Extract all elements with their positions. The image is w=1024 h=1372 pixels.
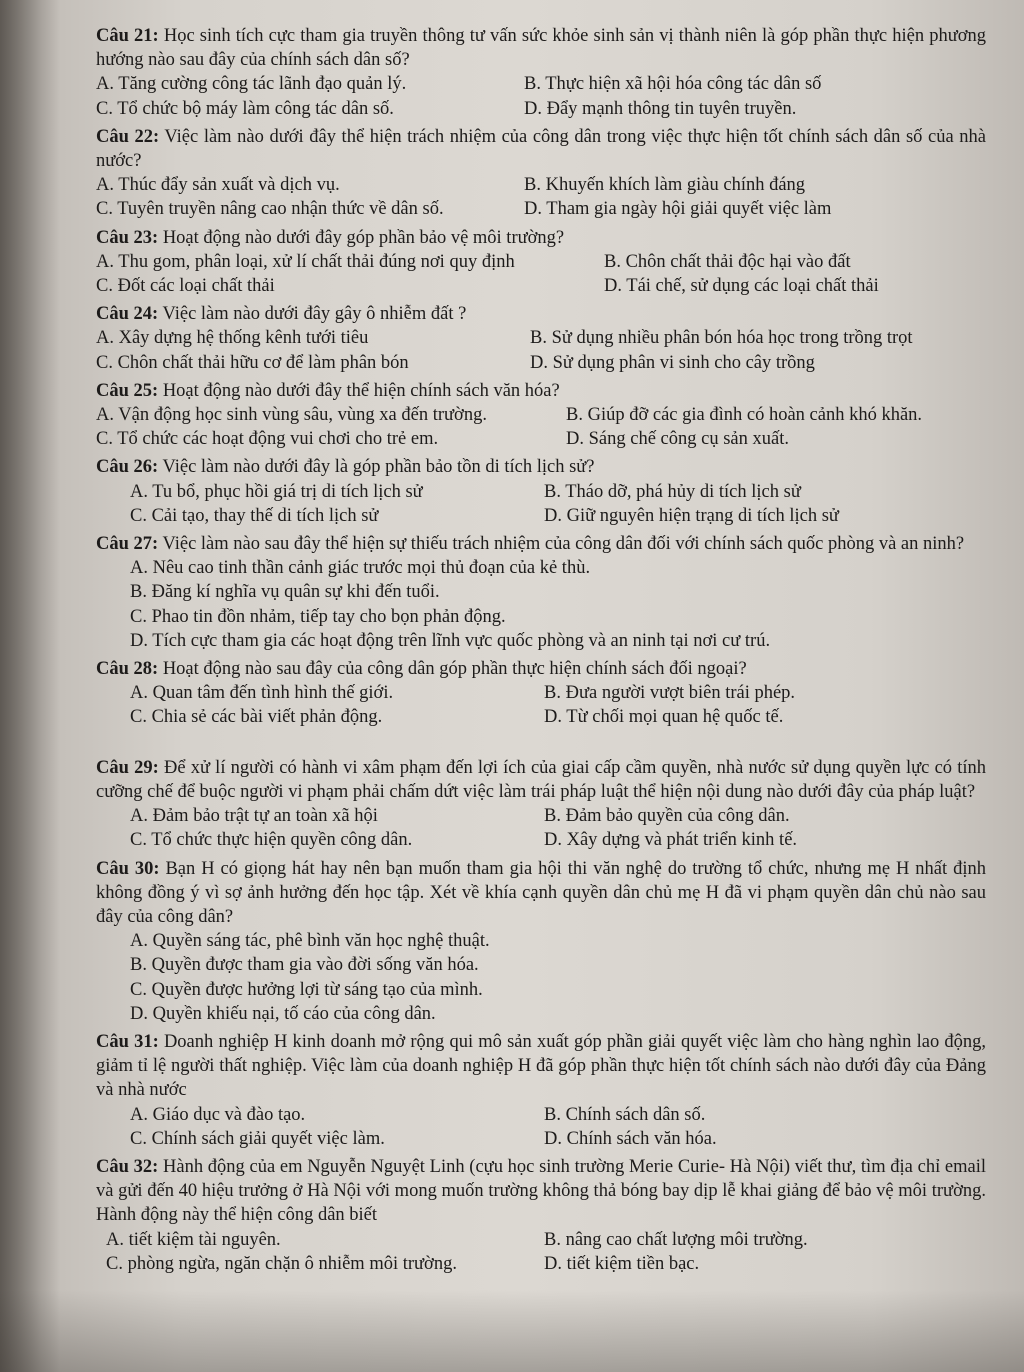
question-label: Câu 27: bbox=[96, 534, 159, 555]
option-c: C. Quyền được hưởng lợi từ sáng tạo của mình. bbox=[130, 979, 483, 1000]
option-a: A. Giáo dục và đào tạo. bbox=[130, 1104, 306, 1125]
question-label: Câu 31: bbox=[96, 1031, 159, 1052]
option-c: C. Phao tin đồn nhảm, tiếp tay cho bọn phản động. bbox=[130, 606, 506, 627]
question-31 bbox=[96, 1030, 986, 1151]
option-b: B. Chính sách dân số. bbox=[544, 1104, 706, 1125]
question-23 bbox=[96, 226, 986, 299]
option-c: C. Tuyên truyền nâng cao nhận thức về dân số. bbox=[96, 199, 444, 220]
question-22 bbox=[96, 125, 986, 222]
option-b: B. Đăng kí nghĩa vụ quân sự khi đến tuổi. bbox=[130, 582, 440, 603]
question-label: Câu 25: bbox=[96, 380, 159, 401]
question-text: Bạn H có giọng hát hay nên bạn muốn tham gia hội thi văn nghệ do trường tổ chức, nhưng mẹ H nhất định không đồng ý vì sợ ảnh hưởng đến học tập. Xét về khía cạnh quyền dân chủ mẹ H đã vi phạm quyền dân chủ nào sau đây của công dân? bbox=[96, 858, 986, 927]
option-b: B. Quyền được tham gia vào đời sống văn hóa. bbox=[130, 955, 479, 976]
option-a: A. Xây dựng hệ thống kênh tưới tiêu bbox=[96, 328, 369, 349]
question-label: Câu 22: bbox=[96, 126, 160, 147]
option-c: C. Tổ chức các hoạt động vui chơi cho trẻ em. bbox=[96, 429, 439, 450]
option-d: D. Giữ nguyên hiện trạng di tích lịch sử bbox=[544, 505, 839, 526]
option-d: D. Sáng chế công cụ sản xuất. bbox=[566, 429, 789, 450]
option-b: B. Thực hiện xã hội hóa công tác dân số bbox=[524, 74, 822, 95]
option-b: B. Giúp đỡ các gia đình có hoàn cảnh khó khăn. bbox=[566, 405, 923, 426]
question-24 bbox=[96, 302, 986, 375]
option-d: D. Chính sách văn hóa. bbox=[544, 1128, 717, 1149]
option-a: A. Quan tâm đến tình hình thế giới. bbox=[130, 683, 394, 704]
question-30 bbox=[96, 857, 986, 1026]
question-text: Việc làm nào dưới đây gây ô nhiễm đất ? bbox=[162, 304, 467, 325]
option-c: C. Chia sẻ các bài viết phản động. bbox=[130, 707, 383, 728]
option-c: C. Cải tạo, thay thế di tích lịch sử bbox=[130, 505, 379, 526]
question-27 bbox=[96, 532, 986, 653]
option-c: C. Chính sách giải quyết việc làm. bbox=[130, 1128, 385, 1149]
question-label: Câu 28: bbox=[96, 659, 159, 680]
option-d: D. Tích cực tham gia các hoạt động trên lĩnh vực quốc phòng và an ninh tại nơi cư trú. bbox=[130, 630, 771, 651]
question-32 bbox=[96, 1155, 986, 1276]
question-text: Doanh nghiệp H kinh doanh mở rộng qui mô sản xuất góp phần giải quyết việc làm cho hàng nghìn lao động, giảm tỉ lệ người thất nghiệp. Việc làm của doanh nghiệp H đã góp phần thực hiện tốt chính sách nào dưới đây của Đảng và nhà nước bbox=[96, 1031, 986, 1101]
option-b: B. Sử dụng nhiều phân bón hóa học trong trồng trọt bbox=[530, 328, 913, 349]
option-a: A. Nêu cao tinh thần cảnh giác trước mọi thủ đoạn của kẻ thù. bbox=[130, 558, 591, 579]
question-label: Câu 30: bbox=[96, 858, 160, 879]
option-d: D. Tái chế, sử dụng các loại chất thải bbox=[604, 276, 879, 297]
question-25 bbox=[96, 379, 986, 452]
question-28 bbox=[96, 657, 986, 730]
option-c: C. phòng ngừa, ngăn chặn ô nhiễm môi trường. bbox=[106, 1253, 457, 1274]
option-a: A. tiết kiệm tài nguyên. bbox=[106, 1229, 281, 1250]
question-26 bbox=[96, 455, 986, 528]
question-text: Hoạt động nào dưới đây thể hiện chính sách văn hóa? bbox=[162, 380, 560, 401]
option-d: D. Quyền khiếu nại, tố cáo của công dân. bbox=[130, 1003, 436, 1024]
option-b: B. nâng cao chất lượng môi trường. bbox=[544, 1229, 808, 1250]
question-label: Câu 26: bbox=[96, 457, 159, 478]
option-c: C. Tổ chức bộ máy làm công tác dân số. bbox=[96, 98, 394, 119]
blank-gap bbox=[96, 734, 986, 756]
option-d: D. Sử dụng phân vi sinh cho cây trồng bbox=[530, 352, 815, 373]
question-label: Câu 23: bbox=[96, 227, 159, 248]
question-21 bbox=[96, 24, 986, 121]
option-c: C. Tổ chức thực hiện quyền công dân. bbox=[130, 830, 413, 851]
option-c: C. Đốt các loại chất thải bbox=[96, 276, 275, 297]
question-label: Câu 29: bbox=[96, 757, 159, 778]
exam-content bbox=[96, 24, 986, 1280]
question-text: Hoạt động nào sau đây của công dân góp phần thực hiện chính sách đối ngoại? bbox=[162, 659, 747, 680]
option-a: A. Thúc đẩy sản xuất và dịch vụ. bbox=[96, 175, 340, 196]
option-d: D. Đẩy mạnh thông tin tuyên truyền. bbox=[524, 98, 797, 119]
question-label: Câu 24: bbox=[96, 304, 159, 325]
option-d: D. Xây dựng và phát triển kinh tế. bbox=[544, 830, 798, 851]
question-text: Việc làm nào dưới đây thể hiện trách nhiệm của công dân trong việc thực hiện tốt chính sách dân số của nhà nước? bbox=[96, 126, 987, 172]
question-label: Câu 32: bbox=[96, 1156, 159, 1177]
option-a: A. Vận động học sinh vùng sâu, vùng xa đến trường. bbox=[96, 405, 487, 426]
question-text: Hoạt động nào dưới đây góp phần bảo vệ môi trường? bbox=[162, 227, 565, 248]
option-b: B. Đảm bảo quyền của công dân. bbox=[544, 806, 790, 827]
question-text: Học sinh tích cực tham gia truyền thông tư vấn sức khỏe sinh sản vị thành niên là góp phần thực hiện phương hướng nào sau đây của chính sách dân số? bbox=[96, 26, 987, 71]
question-text: Hành động của em Nguyễn Nguyệt Linh (cựu học sinh trường Merie Curie- Hà Nội) viết thư, tìm địa chỉ email và gửi đến 40 hiệu trưởng ở Hà Nội với mong muốn trường không thả bóng bay dịp lễ khai giảng để bảo vệ môi trường. Hành động này thể hiện công dân biết bbox=[96, 1156, 987, 1226]
option-d: D. tiết kiệm tiền bạc. bbox=[544, 1253, 700, 1274]
option-d: D. Từ chối mọi quan hệ quốc tế. bbox=[544, 707, 784, 728]
question-text: Việc làm nào sau đây thể hiện sự thiếu trách nhiệm của công dân đối với chính sách quốc phòng và an ninh? bbox=[162, 534, 965, 555]
option-a: A. Thu gom, phân loại, xử lí chất thải đúng nơi quy định bbox=[96, 251, 515, 272]
option-b: B. Tháo dỡ, phá hủy di tích lịch sử bbox=[544, 481, 801, 502]
option-b: B. Đưa người vượt biên trái phép. bbox=[544, 683, 796, 704]
question-label: Câu 21: bbox=[96, 26, 159, 46]
option-c: C. Chôn chất thải hữu cơ để làm phân bón bbox=[96, 352, 409, 373]
question-29 bbox=[96, 756, 986, 853]
page-shadow-bottom bbox=[0, 1290, 1024, 1372]
question-text: Để xử lí người có hành vi xâm phạm đến lợi ích của giai cấp cầm quyền, nhà nước sử dụng quyền lực có tính cưỡng chế để buộc người vi phạm phải chấm dứt việc làm trái pháp luật thể hiện nội dung nào dưới đây của pháp luật? bbox=[96, 757, 987, 802]
option-b: B. Khuyến khích làm giàu chính đáng bbox=[524, 175, 806, 196]
option-a: A. Đảm bảo trật tự an toàn xã hội bbox=[130, 806, 378, 827]
option-d: D. Tham gia ngày hội giải quyết việc làm bbox=[524, 199, 832, 220]
page-shadow-left bbox=[0, 0, 60, 1372]
option-a: A. Tu bổ, phục hồi giá trị di tích lịch sử bbox=[130, 481, 423, 502]
option-a: A. Quyền sáng tác, phê bình văn học nghệ thuật. bbox=[130, 931, 490, 952]
question-text: Việc làm nào dưới đây là góp phần bảo tồn di tích lịch sử? bbox=[162, 457, 595, 478]
option-b: B. Chôn chất thải độc hại vào đất bbox=[604, 251, 851, 272]
option-a: A. Tăng cường công tác lãnh đạo quản lý. bbox=[96, 74, 407, 95]
